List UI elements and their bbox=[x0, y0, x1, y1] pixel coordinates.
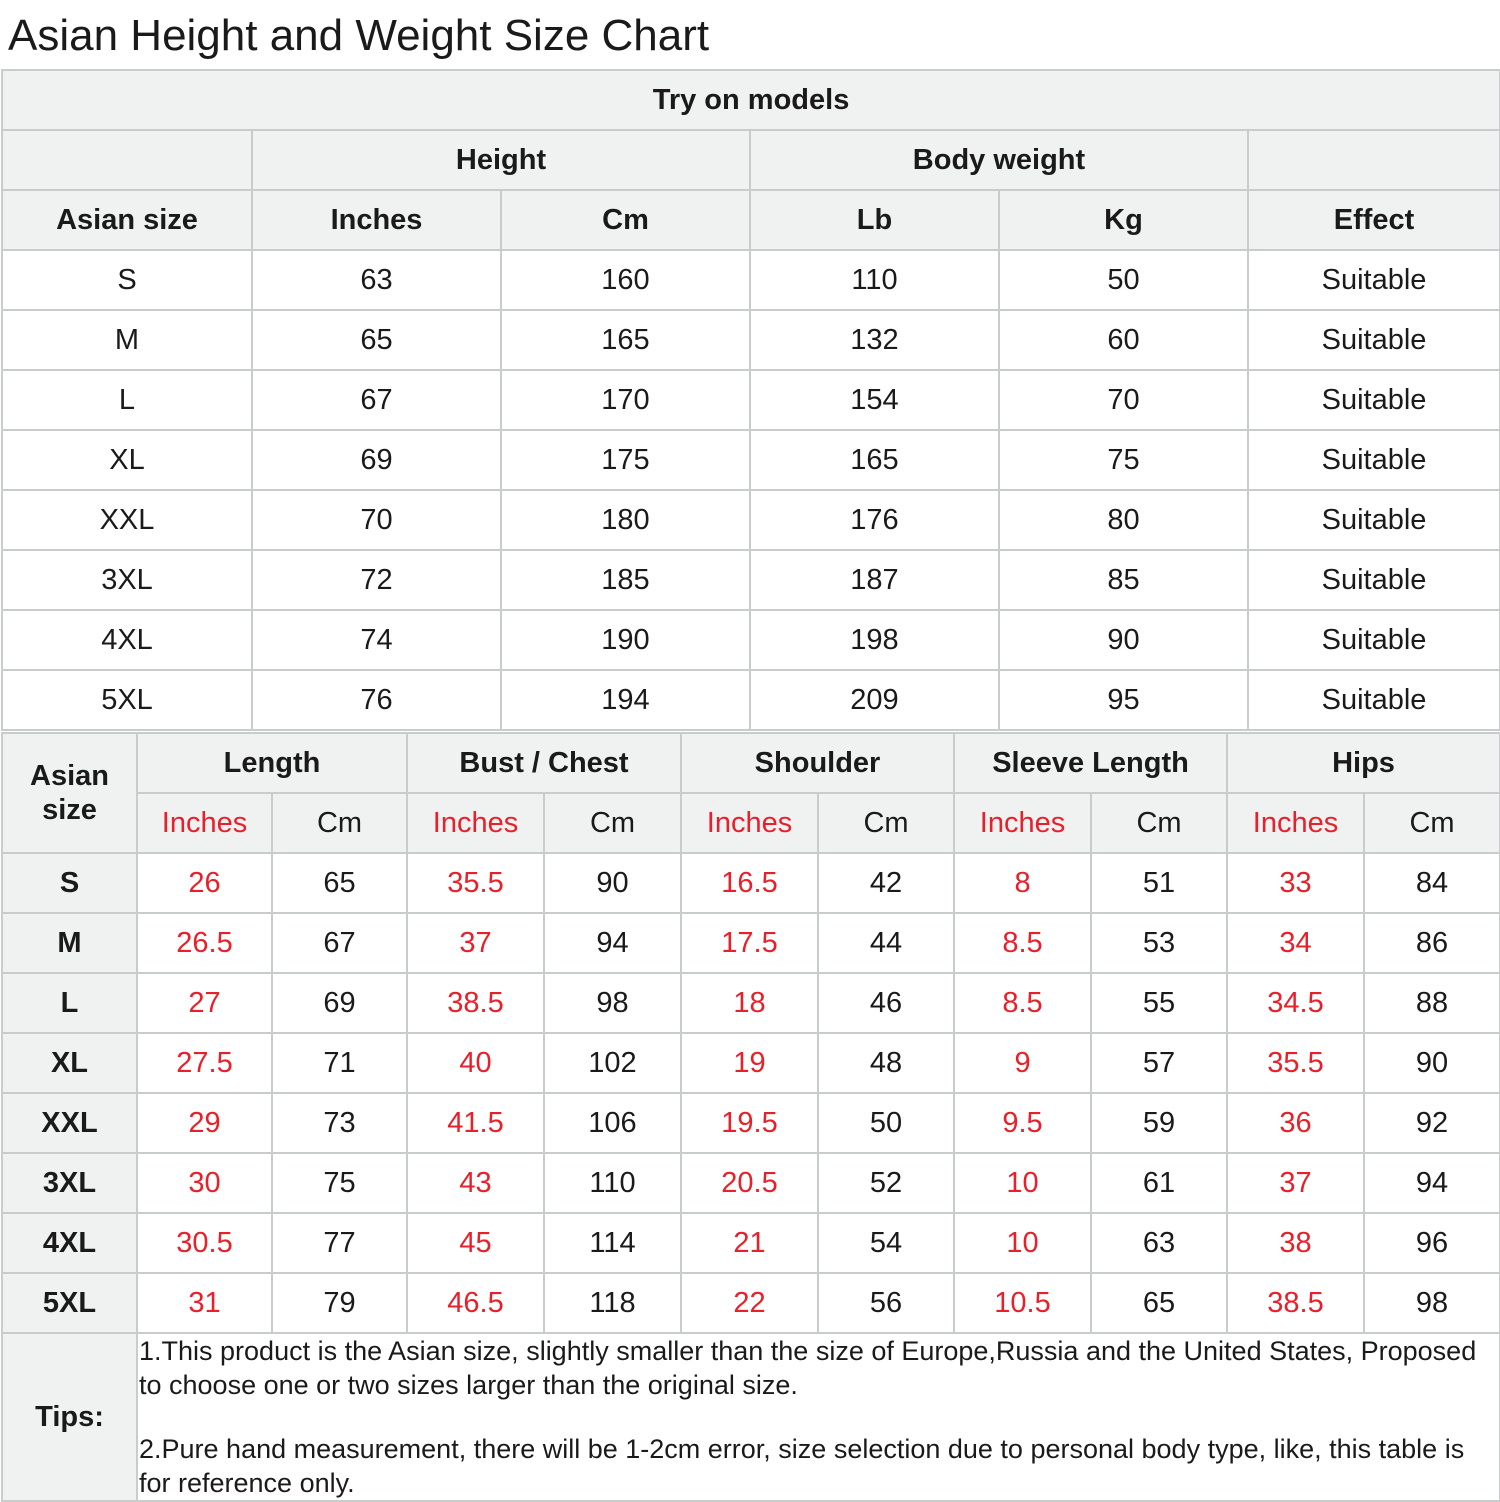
length-inches-cell: 30 bbox=[137, 1153, 272, 1213]
bust-chest-inches-cell: 46.5 bbox=[407, 1273, 544, 1333]
hips-cm-cell: 90 bbox=[1364, 1033, 1500, 1093]
hips-cm-cell: 84 bbox=[1364, 853, 1500, 913]
tip-item: 1.This product is the Asian size, slightly smaller than the size of Europe,Russia and the United States, Proposed to choose one or two sizes larger than the original size. bbox=[139, 1336, 1477, 1400]
size-cell: XXL bbox=[2, 1093, 137, 1153]
shoulder-inches-cell: 16.5 bbox=[681, 853, 818, 913]
size-cell: XL bbox=[2, 430, 252, 490]
sleeve-length-inches-cell: 9.5 bbox=[954, 1093, 1091, 1153]
table-row bbox=[2, 610, 1500, 670]
size-header-line1: Asian bbox=[30, 760, 109, 792]
weight-kg-cell: 85 bbox=[999, 550, 1248, 610]
weight-kg-cell: 90 bbox=[999, 610, 1248, 670]
height-inches-cell: 67 bbox=[252, 370, 501, 430]
shoulder-inches-cell: 21 bbox=[681, 1213, 818, 1273]
size-cell: L bbox=[2, 973, 137, 1033]
size-cell: 3XL bbox=[2, 1153, 137, 1213]
effect-cell: Suitable bbox=[1248, 610, 1500, 670]
sleeve-length-cm-cell: 57 bbox=[1091, 1033, 1227, 1093]
length-inches-cell: 30.5 bbox=[137, 1213, 272, 1273]
size-cell: 5XL bbox=[2, 670, 252, 730]
length-cm-cell: 75 bbox=[272, 1153, 407, 1213]
shoulder-inches-cell: 22 bbox=[681, 1273, 818, 1333]
height-inches-cell: 65 bbox=[252, 310, 501, 370]
weight-lb-cell: 165 bbox=[750, 430, 999, 490]
shoulder-cm-cell: 46 bbox=[818, 973, 954, 1033]
length-cm-cell: 73 bbox=[272, 1093, 407, 1153]
bust-chest-cm-cell: 94 bbox=[544, 913, 681, 973]
length-inches-cell: 31 bbox=[137, 1273, 272, 1333]
bust-chest-cm-cell: 106 bbox=[544, 1093, 681, 1153]
size-cell: M bbox=[2, 310, 252, 370]
shoulder-inches-cell: 20.5 bbox=[681, 1153, 818, 1213]
unit-header-cm: Cm bbox=[544, 793, 681, 853]
column-header-kg: Kg bbox=[999, 190, 1248, 250]
hips-cm-cell: 98 bbox=[1364, 1273, 1500, 1333]
sleeve-length-cm-cell: 53 bbox=[1091, 913, 1227, 973]
unit-header-inches: Inches bbox=[407, 793, 544, 853]
sleeve-length-inches-cell: 10 bbox=[954, 1213, 1091, 1273]
unit-header-cm: Cm bbox=[818, 793, 954, 853]
sleeve-length-inches-cell: 9 bbox=[954, 1033, 1091, 1093]
unit-header-inches: Inches bbox=[1227, 793, 1364, 853]
table-caption: Try on models bbox=[2, 70, 1500, 130]
size-cell: S bbox=[2, 853, 137, 913]
bust-chest-inches-cell: 43 bbox=[407, 1153, 544, 1213]
effect-cell: Suitable bbox=[1248, 670, 1500, 730]
height-cm-cell: 175 bbox=[501, 430, 750, 490]
hips-inches-cell: 38 bbox=[1227, 1213, 1364, 1273]
hips-inches-cell: 35.5 bbox=[1227, 1033, 1364, 1093]
height-cm-cell: 185 bbox=[501, 550, 750, 610]
size-cell: 4XL bbox=[2, 1213, 137, 1273]
length-inches-cell: 26.5 bbox=[137, 913, 272, 973]
shoulder-group-header: Shoulder bbox=[681, 733, 954, 793]
weight-kg-cell: 75 bbox=[999, 430, 1248, 490]
unit-header-cm: Cm bbox=[272, 793, 407, 853]
sleeve-length-group-header: Sleeve Length bbox=[954, 733, 1227, 793]
size-cell: XL bbox=[2, 1033, 137, 1093]
unit-header-inches: Inches bbox=[681, 793, 818, 853]
height-cm-cell: 180 bbox=[501, 490, 750, 550]
bust-chest-cm-cell: 114 bbox=[544, 1213, 681, 1273]
bust-chest-cm-cell: 110 bbox=[544, 1153, 681, 1213]
hips-cm-cell: 88 bbox=[1364, 973, 1500, 1033]
height-weight-table bbox=[1, 69, 1500, 731]
hips-cm-cell: 94 bbox=[1364, 1153, 1500, 1213]
effect-cell: Suitable bbox=[1248, 370, 1500, 430]
weight-lb-cell: 198 bbox=[750, 610, 999, 670]
unit-header-inches: Inches bbox=[137, 793, 272, 853]
shoulder-cm-cell: 54 bbox=[818, 1213, 954, 1273]
sleeve-length-inches-cell: 10 bbox=[954, 1153, 1091, 1213]
tips-text bbox=[137, 1333, 1500, 1501]
size-cell: M bbox=[2, 913, 137, 973]
bust-chest-group-header: Bust / Chest bbox=[407, 733, 681, 793]
weight-kg-cell: 80 bbox=[999, 490, 1248, 550]
column-header-cm: Cm bbox=[501, 190, 750, 250]
table-row bbox=[2, 250, 1500, 310]
table-row bbox=[2, 1153, 1500, 1213]
weight-kg-cell: 60 bbox=[999, 310, 1248, 370]
length-inches-cell: 27.5 bbox=[137, 1033, 272, 1093]
effect-cell: Suitable bbox=[1248, 550, 1500, 610]
length-cm-cell: 65 bbox=[272, 853, 407, 913]
sleeve-length-inches-cell: 8.5 bbox=[954, 913, 1091, 973]
table-row bbox=[2, 1213, 1500, 1273]
weight-kg-cell: 70 bbox=[999, 370, 1248, 430]
height-inches-cell: 70 bbox=[252, 490, 501, 550]
body-weight-group-header: Body weight bbox=[750, 130, 1248, 190]
height-cm-cell: 190 bbox=[501, 610, 750, 670]
table-row bbox=[2, 550, 1500, 610]
page-title: Asian Height and Weight Size Chart bbox=[8, 11, 710, 60]
weight-lb-cell: 187 bbox=[750, 550, 999, 610]
height-cm-cell: 165 bbox=[501, 310, 750, 370]
bust-chest-inches-cell: 45 bbox=[407, 1213, 544, 1273]
table-row bbox=[2, 1273, 1500, 1333]
unit-header-inches: Inches bbox=[954, 793, 1091, 853]
length-cm-cell: 67 bbox=[272, 913, 407, 973]
length-inches-cell: 26 bbox=[137, 853, 272, 913]
sleeve-length-inches-cell: 8 bbox=[954, 853, 1091, 913]
size-cell: L bbox=[2, 370, 252, 430]
sleeve-length-cm-cell: 61 bbox=[1091, 1153, 1227, 1213]
sleeve-length-cm-cell: 65 bbox=[1091, 1273, 1227, 1333]
table-row bbox=[2, 490, 1500, 550]
hips-group-header: Hips bbox=[1227, 733, 1500, 793]
height-cm-cell: 194 bbox=[501, 670, 750, 730]
hips-inches-cell: 36 bbox=[1227, 1093, 1364, 1153]
table-row bbox=[2, 1093, 1500, 1153]
weight-lb-cell: 132 bbox=[750, 310, 999, 370]
effect-cell: Suitable bbox=[1248, 430, 1500, 490]
hips-cm-cell: 86 bbox=[1364, 913, 1500, 973]
hips-inches-cell: 34.5 bbox=[1227, 973, 1364, 1033]
bust-chest-cm-cell: 118 bbox=[544, 1273, 681, 1333]
weight-kg-cell: 50 bbox=[999, 250, 1248, 310]
bust-chest-inches-cell: 41.5 bbox=[407, 1093, 544, 1153]
body-measurement-table bbox=[1, 732, 1500, 1502]
length-cm-cell: 69 bbox=[272, 973, 407, 1033]
blank-header-cell bbox=[2, 130, 252, 190]
effect-cell: Suitable bbox=[1248, 490, 1500, 550]
size-cell: S bbox=[2, 250, 252, 310]
table-row bbox=[2, 310, 1500, 370]
shoulder-inches-cell: 19 bbox=[681, 1033, 818, 1093]
length-cm-cell: 77 bbox=[272, 1213, 407, 1273]
shoulder-cm-cell: 42 bbox=[818, 853, 954, 913]
table-row bbox=[2, 430, 1500, 490]
weight-lb-cell: 209 bbox=[750, 670, 999, 730]
sleeve-length-inches-cell: 8.5 bbox=[954, 973, 1091, 1033]
length-cm-cell: 79 bbox=[272, 1273, 407, 1333]
hips-cm-cell: 92 bbox=[1364, 1093, 1500, 1153]
column-header-lb: Lb bbox=[750, 190, 999, 250]
unit-header-cm: Cm bbox=[1091, 793, 1227, 853]
table-row bbox=[2, 913, 1500, 973]
bust-chest-inches-cell: 37 bbox=[407, 913, 544, 973]
length-inches-cell: 29 bbox=[137, 1093, 272, 1153]
hips-inches-cell: 38.5 bbox=[1227, 1273, 1364, 1333]
height-group-header: Height bbox=[252, 130, 750, 190]
shoulder-inches-cell: 18 bbox=[681, 973, 818, 1033]
hips-inches-cell: 33 bbox=[1227, 853, 1364, 913]
column-header-effect: Effect bbox=[1248, 190, 1500, 250]
hips-inches-cell: 37 bbox=[1227, 1153, 1364, 1213]
table-row bbox=[2, 1033, 1500, 1093]
table-row bbox=[2, 370, 1500, 430]
shoulder-inches-cell: 17.5 bbox=[681, 913, 818, 973]
size-cell: XXL bbox=[2, 490, 252, 550]
hips-inches-cell: 34 bbox=[1227, 913, 1364, 973]
bust-chest-inches-cell: 38.5 bbox=[407, 973, 544, 1033]
length-group-header: Length bbox=[137, 733, 407, 793]
height-inches-cell: 69 bbox=[252, 430, 501, 490]
tip-item: 2.Pure hand measurement, there will be 1-2cm error, size selection due to personal body type, like, this table is for reference only. bbox=[139, 1434, 1465, 1498]
sleeve-length-cm-cell: 59 bbox=[1091, 1093, 1227, 1153]
effect-cell: Suitable bbox=[1248, 310, 1500, 370]
shoulder-cm-cell: 50 bbox=[818, 1093, 954, 1153]
table-row bbox=[2, 670, 1500, 730]
weight-kg-cell: 95 bbox=[999, 670, 1248, 730]
weight-lb-cell: 154 bbox=[750, 370, 999, 430]
size-cell: 3XL bbox=[2, 550, 252, 610]
weight-lb-cell: 110 bbox=[750, 250, 999, 310]
bust-chest-cm-cell: 102 bbox=[544, 1033, 681, 1093]
height-cm-cell: 160 bbox=[501, 250, 750, 310]
height-inches-cell: 63 bbox=[252, 250, 501, 310]
bust-chest-cm-cell: 98 bbox=[544, 973, 681, 1033]
column-header-asian-size bbox=[2, 733, 137, 853]
shoulder-cm-cell: 52 bbox=[818, 1153, 954, 1213]
height-inches-cell: 74 bbox=[252, 610, 501, 670]
length-inches-cell: 27 bbox=[137, 973, 272, 1033]
sleeve-length-cm-cell: 51 bbox=[1091, 853, 1227, 913]
size-header-line2: size bbox=[42, 794, 97, 826]
shoulder-inches-cell: 19.5 bbox=[681, 1093, 818, 1153]
size-cell: 5XL bbox=[2, 1273, 137, 1333]
column-header-inches: Inches bbox=[252, 190, 501, 250]
size-cell: 4XL bbox=[2, 610, 252, 670]
column-header-asian-size: Asian size bbox=[2, 190, 252, 250]
sleeve-length-inches-cell: 10.5 bbox=[954, 1273, 1091, 1333]
tips-label: Tips: bbox=[2, 1333, 137, 1501]
sleeve-length-cm-cell: 63 bbox=[1091, 1213, 1227, 1273]
height-inches-cell: 72 bbox=[252, 550, 501, 610]
height-inches-cell: 76 bbox=[252, 670, 501, 730]
shoulder-cm-cell: 44 bbox=[818, 913, 954, 973]
hips-cm-cell: 96 bbox=[1364, 1213, 1500, 1273]
table-row bbox=[2, 853, 1500, 913]
unit-header-cm: Cm bbox=[1364, 793, 1500, 853]
sleeve-length-cm-cell: 55 bbox=[1091, 973, 1227, 1033]
length-cm-cell: 71 bbox=[272, 1033, 407, 1093]
shoulder-cm-cell: 56 bbox=[818, 1273, 954, 1333]
blank-header-cell bbox=[1248, 130, 1500, 190]
weight-lb-cell: 176 bbox=[750, 490, 999, 550]
bust-chest-cm-cell: 90 bbox=[544, 853, 681, 913]
bust-chest-inches-cell: 40 bbox=[407, 1033, 544, 1093]
height-cm-cell: 170 bbox=[501, 370, 750, 430]
table-row bbox=[2, 973, 1500, 1033]
effect-cell: Suitable bbox=[1248, 250, 1500, 310]
shoulder-cm-cell: 48 bbox=[818, 1033, 954, 1093]
bust-chest-inches-cell: 35.5 bbox=[407, 853, 544, 913]
